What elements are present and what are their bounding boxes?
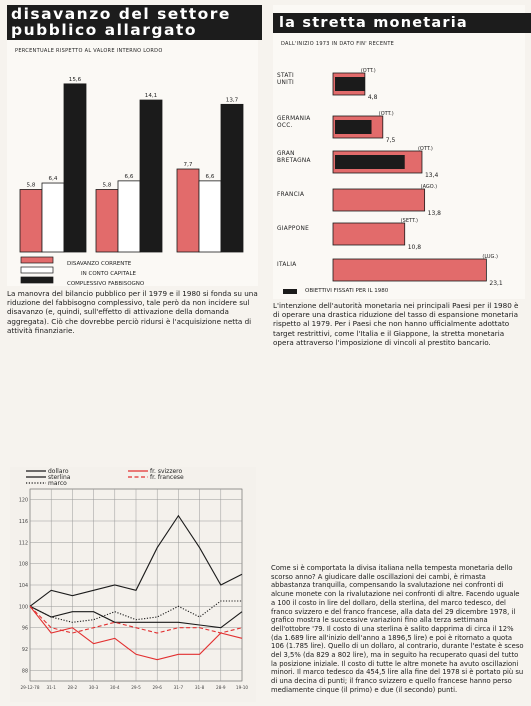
deficit-caption: La manovra del bilancio pubblico per il 1979 e il 1980 si fonda su una riduzione del fabbisogno complessivo, tale però da non incidere sul disavanzo (e, quindi, sull'effetto di attivazione della domanda aggregata). Ciò che dovrebbe perciò ridursi è l'acquisizione netta di attività finanziarie.	[7, 289, 258, 335]
target-bar	[335, 77, 365, 91]
deficit-bar	[20, 189, 42, 252]
monetary-value-label: 4,8	[367, 94, 378, 101]
deficit-panel	[7, 5, 258, 286]
country-label: UNITI	[277, 80, 295, 86]
deficit-bar	[42, 183, 64, 252]
monetary-value-label: 7,5	[385, 137, 396, 144]
x-tick-label: 30-3	[88, 685, 99, 690]
country-label: ITALIA	[277, 262, 297, 268]
x-tick-label: 29-6	[152, 685, 162, 690]
country-label: GRAN	[277, 151, 295, 157]
monetary-bar	[333, 223, 405, 245]
country-label: OCC.	[277, 123, 293, 129]
monetary-value-label: 23,1	[489, 280, 503, 287]
legend-label: marco	[48, 480, 67, 487]
deficit-bar-label: 6,6	[124, 173, 134, 180]
target-bar	[335, 120, 372, 134]
deficit-bar-label: 5,8	[102, 182, 112, 189]
x-tick-label: 29-5	[131, 685, 141, 690]
currency-panel	[10, 467, 256, 702]
x-tick-label: 31-1	[46, 685, 56, 690]
deficit-subtitle: PERCENTUALE RISPETTO AL VALORE INTERNO LORDO	[15, 48, 163, 54]
legend-label-total: COMPLESSIVO FABBISOGNO	[67, 281, 145, 287]
country-label: GERMANIA	[277, 116, 311, 122]
monetary-bar	[333, 189, 425, 211]
deficit-bar	[177, 169, 199, 252]
deficit-bar	[199, 181, 221, 252]
legend-label-capital: IN CONTO CAPITALE	[81, 271, 136, 277]
country-label: FRANCIA	[277, 192, 305, 198]
x-tick-label: 31-8	[194, 685, 205, 690]
deficit-bar	[118, 181, 140, 252]
deficit-bar-label: 14,1	[144, 93, 158, 100]
country-label: BRETAGNA	[277, 158, 311, 164]
monetary-title: la stretta monetaria	[273, 13, 531, 33]
y-tick-label: 100	[18, 605, 28, 611]
monetary-chart	[273, 5, 525, 299]
deficit-bar	[221, 104, 243, 252]
deficit-title-line1: disavanzo del settore	[7, 5, 262, 24]
y-tick-label: 112	[18, 541, 28, 547]
deficit-chart	[7, 5, 258, 286]
y-tick-label: 104	[18, 584, 28, 589]
deficit-bar-label: 6,4	[48, 176, 58, 183]
y-tick-label: 116	[18, 520, 28, 525]
x-tick-label: 19-10	[235, 685, 249, 690]
y-tick-label: 96	[21, 626, 28, 632]
deficit-bar	[96, 189, 118, 252]
deficit-bar-label: 7,7	[183, 162, 193, 169]
y-tick-label: 88	[21, 669, 28, 675]
x-tick-label: 30-4	[110, 685, 120, 690]
x-tick-label: 28-2	[67, 685, 78, 690]
period-label: (OTT.)	[360, 68, 376, 74]
deficit-bar-label: 6,6	[205, 173, 215, 180]
period-label: (SETT.)	[400, 218, 418, 224]
deficit-bar-label: 5,8	[26, 182, 36, 189]
country-label: STATI	[277, 73, 295, 79]
x-tick-label: 28-9	[216, 685, 226, 690]
monetary-value-label: 10,8	[407, 244, 422, 251]
target-bar	[335, 155, 405, 169]
y-tick-label: 120	[18, 498, 28, 504]
monetary-panel	[273, 5, 525, 299]
period-label: (AGO.)	[420, 184, 438, 190]
monetary-footnote: OBIETTIVI FISSATI PER IL 1980	[305, 288, 389, 294]
country-label: GIAPPONE	[277, 226, 310, 232]
y-tick-label: 92	[21, 648, 28, 653]
currency-chart	[10, 467, 256, 702]
deficit-title-line2: pubblico allargato	[7, 23, 262, 40]
legend-swatch	[21, 257, 53, 263]
legend-swatch	[21, 267, 53, 273]
period-label: (LUG.)	[482, 254, 498, 260]
legend-label: fr. svizzero	[150, 468, 183, 475]
monetary-value-label: 13,4	[424, 172, 439, 179]
x-tick-label: 31-7	[173, 685, 184, 690]
period-label: (OTT.)	[417, 146, 433, 152]
y-tick-label: 108	[18, 562, 28, 568]
legend-label: dollaro	[48, 468, 69, 475]
monetary-caption: L'intenzione dell'autorità monetaria nei principali Paesi per il 1980 è di operare una drastica riduzione del tasso di espansione monetaria rispetto al 1979. Per i Paesi che non hanno ufficialmente adottato target restrittivi, come l'Italia e il Giappone, la stretta monetaria opera attraverso l'imposizione di vincoli al prestito bancario.	[273, 301, 519, 347]
monetary-bar	[333, 259, 486, 281]
period-label: (OTT.)	[378, 111, 394, 117]
deficit-bar-label: 15,6	[68, 76, 82, 83]
deficit-bar	[140, 100, 162, 252]
legend-label: fr. francese	[150, 474, 184, 481]
legend-swatch	[21, 277, 53, 283]
x-tick-label: 29-12-78	[20, 685, 40, 690]
monetary-value-label: 13,8	[427, 210, 441, 217]
legend-label-current: DISAVANZO CORRENTE	[67, 261, 132, 267]
deficit-bar-label: 13,7	[225, 97, 239, 104]
deficit-bar	[64, 84, 86, 252]
legend-label: sterlina	[48, 474, 71, 481]
currency-article: Come si è comportata la divisa italiana nella tempesta monetaria dello scorso anno? A giudicare dalle oscillazioni dei cambi, è rimasta abbastanza tranquilla, compensando la svalutazione nei confronti di alcune monete con la rivalutazione nei confronti di altre. Facendo uguale a 100 il costo in lire del dollaro, della sterlina, del marco tedesco, del franco svizzero e del franco francese, alla data del 29 dicembre 1978, il grafico mostra le successive variazioni fino alla terza settimana dell'ottobre '79. Il costo di una sterlina è salito dapprima di circa il 12% (da 1.689 lire all'inizio dell'anno a 1896,5 lire) e poi è ritornato a quota 106 (1.785 lire). Quello di un dollaro, al contrario, durante l'estate è sceso del 3,5% (da 829 a 802 lire), ma in seguito ha recuperato quasi del tutto la posizione iniziale. Il costo di tutte le altre monete ha avuto oscillazioni minori. Il marco tedesco da 454,5 lire alla fine del 1978 si è portato più su di una decina di punti; il franco svizzero e quello francese hanno perso mediamente cinque (il primo) e due (il secondo) punti.	[271, 564, 524, 694]
monetary-subtitle: DALL'INIZIO 1973 IN DATO FIN' RECENTE	[281, 41, 395, 47]
